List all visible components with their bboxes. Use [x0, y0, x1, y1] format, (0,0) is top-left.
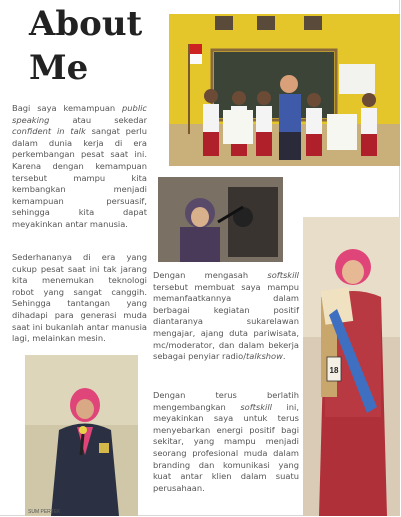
title-line-2: Me [29, 48, 89, 88]
sash-number: 18 [329, 366, 339, 375]
classroom-photo [169, 14, 400, 166]
paragraph-technology: Sederhananya di era yang cukup pesat saat ini tak jarang kita menemukan teknologi robot yang sangat canggih. Sehingga tantangan yang dihadapi para generasi muda saat ini bukanlah antar manusia lagi, melainkan mesin. [12, 252, 147, 344]
paragraph-softskill-activities: Dengan mengasah softskill tersebut membuat saya mampu memanfaatkannya dalam berbagai kegiatan positif diantaranya sukarelawan mengajar, ajang duta pariwisata, mc/moderator, dan dalam bekerja sebagai penyiar radio/talkshow. [153, 270, 299, 362]
speaker-photo-caption: SUM PERTEK [28, 509, 61, 515]
classroom-photo-icon [169, 14, 400, 166]
ambassador-sash-photo-icon [303, 217, 400, 516]
radio-broadcast-photo-icon [158, 177, 283, 262]
ambassador-photo [303, 217, 400, 516]
radio-broadcast-photo [158, 177, 283, 262]
paragraph-public-speaking: Bagi saya kemampuan public speaking atau sekedar confident in talk sangat perlu dalam dunia kerja di era perkembangan pesat saat ini. Karena dengan kemampuan tersebut mampu kita kembangkan menjadi kemampuan persuasif, sehingga kita dapat meyakinkan antar manusia. [12, 103, 147, 229]
public-speaking-photo-icon [25, 355, 138, 516]
title-line-1: About [29, 4, 143, 44]
page-title [29, 2, 142, 90]
paragraph-professional-growth: Dengan terus berlatih mengembangkan softskill ini, meyakinkan saya untuk terus menyebarkan energi positif bagi sekitar, yang mampu menjadi seorang profesional muda dalam branding dan komunikasi yang kuat antar klien dalam suatu perusahaan. [153, 390, 299, 493]
speaker-photo [25, 355, 138, 516]
